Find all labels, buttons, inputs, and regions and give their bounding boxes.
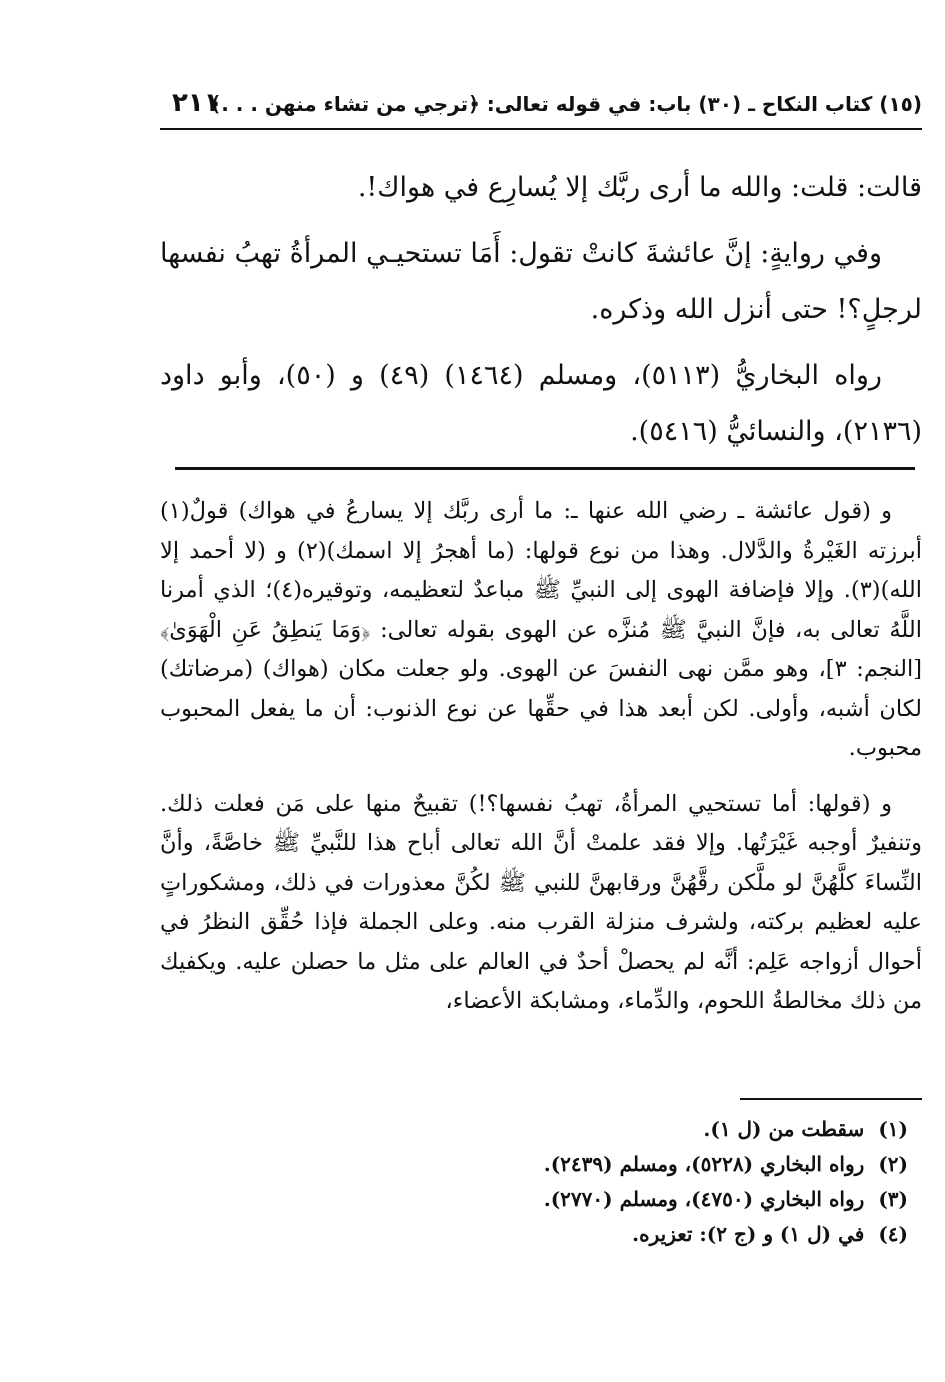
footnote-text: رواه البخاري (٤٧٥٠)، ومسلم (٢٧٧٠). <box>543 1187 865 1211</box>
footnote-rule <box>740 1098 922 1100</box>
footnote-text: في (ل ١) و (ج ٢): تعزيره. <box>632 1222 865 1246</box>
hadith-sources: رواه البخاريُّ (٥١١٣)، ومسلم (١٤٦٤) (٤٩) و (٥٠)، وأبو داود (٢١٣٦)، والنسائيُّ (٥٤١٦). <box>160 360 922 447</box>
commentary-paragraph-1: و (قول عائشة ـ رضي الله عنها ـ: ما أرى ربَّك إلا يسارعُ في هواك) قولٌ(١) أبرزته الغَيْرةُ والدَّلال. وهذا من نوع قولها: (ما أهجرُ إلا اسمك)(٢) و (لا أحمد إلا الله)(٣). وإلا فإضافة الهوى إلى النبيِّ ﷺ مباعدٌ لتعظيمه، وتوقيره(٤)؛ الذي أمرنا اللَّهُ تعالى به، فإنَّ النبيَّ ﷺ مُنزَّه عن الهوى بقوله تعالى: ﴿وَمَا يَنطِقُ عَنِ الْهَوَىٰ﴾ [النجم: ٣]، وهو ممَّن نهى النفسَ عن الهوى. ولو جعلت مكان (هواك) (مرضاتك) لكان أشبه، وأولى. لكن أبعد هذا في حقِّها عن نوع الذنوب: أن ما يفعل المحبوب محبوب. <box>160 498 923 761</box>
footnote-marker: (٤) <box>878 1222 908 1246</box>
footnote-marker: (٢) <box>878 1152 908 1176</box>
hadith-variant-narration: وفي روايةٍ: إنَّ عائشةَ كانتْ تقول: أَمَا تستحيـي المرأةُ تهبُ نفسها لرجلٍ؟! حتى أنزل الله وذكره. <box>160 238 922 325</box>
footnote-4 <box>160 1217 908 1252</box>
header-rule <box>160 128 922 130</box>
footnote-text: سقطت من (ل ١). <box>703 1117 865 1141</box>
footnote-text: رواه البخاري (٥٢٢٨)، ومسلم (٢٤٣٩). <box>543 1152 865 1176</box>
footnote-marker: (١) <box>878 1117 908 1141</box>
footnote-1 <box>160 1112 908 1147</box>
running-title: (١٥) كتاب النكاح ـ (٣٠) باب: في قوله تعالى: ﴿ترجي من تشاء منهن . . .﴾ <box>209 92 922 116</box>
footnote-marker: (٣) <box>878 1187 908 1211</box>
hadith-line-1: قالت: قلت: والله ما أرى ربَّك إلا يُسارِع في هواك!. <box>357 172 922 203</box>
commentary-paragraph-2: و (قولها: أما تستحيي المرأةُ، تهبُ نفسها؟!) تقبيحٌ منها على مَن فعلت ذلك. وتنفيرٌ أوجبه غَيْرَتُها. وإلا فقد علمتْ أنَّ الله تعالى أباح هذا للنَّبيِّ ﷺ خاصَّةً، وأنَّ النِّساءَ كلَّهُنَّ لو ملَّكن رقَّهُنَّ ورقابهنَّ للنبي ﷺ لكُنَّ معذورات في ذلك، ومشكوراتٍ عليه لعظيم بركته، ولشرف منزلة القرب منه. وعلى الجملة فإذا حُقِّق النظرُ في أحوال أزواجه عَلِم: أنَّه لم يحصلْ أحدٌ في العالم على مثل ما حصلن عليه. ويكفيك من ذلك مخالطةُ اللحوم، والدِّماء، ومشابكة الأعضاء، <box>160 790 922 1014</box>
hadith-text <box>160 160 922 470</box>
commentary <box>160 492 922 1038</box>
footnote-2 <box>160 1147 908 1182</box>
page-number: ٢١١ <box>172 88 220 118</box>
footnote-3 <box>160 1182 908 1217</box>
page-header <box>160 88 922 126</box>
section-separator <box>175 467 915 470</box>
footnotes <box>160 1112 908 1252</box>
